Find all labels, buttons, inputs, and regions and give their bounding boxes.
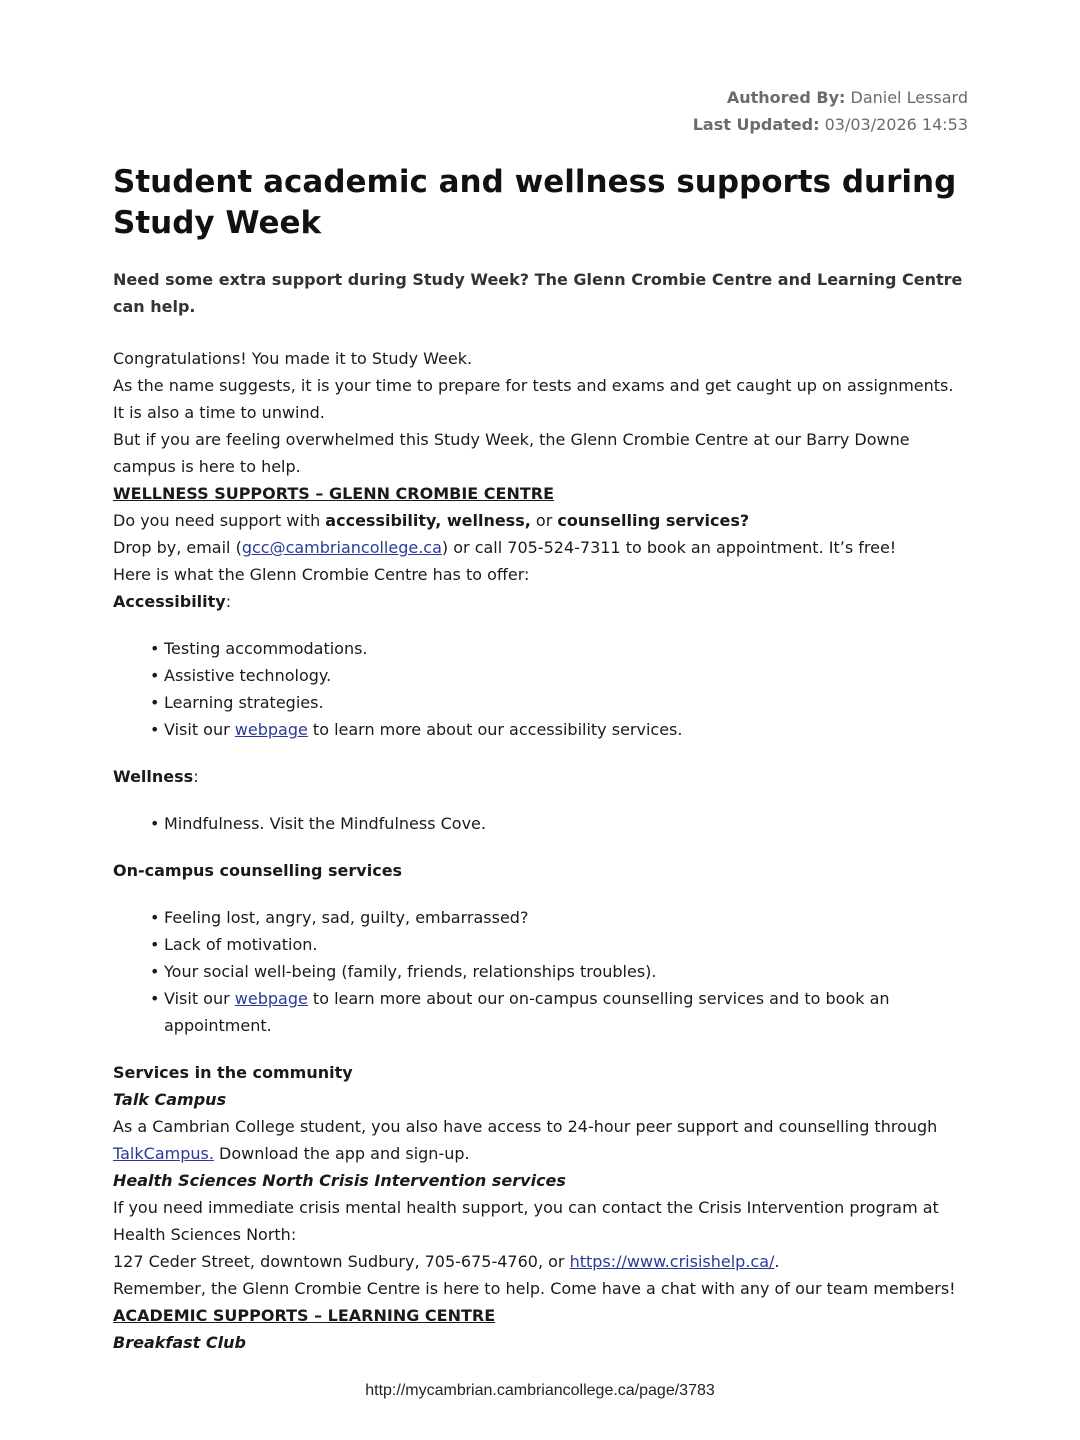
support-question — [113, 507, 968, 534]
author-name: Daniel Lessard — [850, 88, 968, 107]
contact-post: ) or call 705-524-7311 to book an appointment. It’s free! — [441, 538, 897, 557]
list-item: • Lack of motivation. — [150, 931, 968, 958]
counselling-heading-text: On-campus counselling services — [113, 861, 403, 880]
intro-line-2: As the name suggests, it is your time to prepare for tests and exams and get caught up on assignments. — [113, 376, 954, 395]
author-line — [113, 84, 968, 111]
footer-url: http://mycambrian.cambriancollege.ca/page/3783 — [365, 1382, 715, 1399]
list-item — [150, 716, 968, 743]
email-link[interactable]: gcc@cambriancollege.ca — [241, 538, 442, 557]
offer-line: Here is what the Glenn Crombie Centre has to offer: — [113, 565, 530, 584]
counselling-list — [113, 904, 968, 1039]
talkcampus-link[interactable]: TalkCampus. — [113, 1144, 214, 1163]
updated-label: Last Updated: — [692, 115, 820, 134]
remember-line: Remember, the Glenn Crombie Centre is here to help. Come have a chat with any of our team members! — [113, 1279, 956, 1298]
document-page — [113, 84, 968, 1356]
talk-campus-pre: As a Cambrian College student, you also have access to 24-hour peer support and counselling through — [113, 1117, 938, 1136]
hsn-text: If you need immediate crisis mental health support, you can contact the Crisis Intervention program at Health Sciences North: — [113, 1198, 939, 1244]
counselling-heading — [113, 857, 968, 884]
community-heading-text: Services in the community — [113, 1063, 353, 1082]
contact-pre: Drop by, email ( — [113, 538, 242, 557]
accessibility-visit-pre: Visit our — [164, 720, 235, 739]
accessibility-list — [113, 635, 968, 743]
breakfast-club-heading: Breakfast Club — [113, 1333, 246, 1352]
counselling-webpage-link[interactable]: webpage — [234, 989, 308, 1008]
wellness-heading — [113, 763, 968, 790]
document-meta — [113, 84, 968, 138]
author-label: Authored By: — [726, 88, 846, 107]
list-item: • Learning strategies. — [150, 689, 968, 716]
accessibility-colon: : — [225, 592, 232, 611]
academic-supports-heading: ACADEMIC SUPPORTS – LEARNING CENTRE — [113, 1306, 496, 1325]
talk-campus-text — [113, 1113, 968, 1167]
crisishelp-link[interactable]: https://www.crisishelp.ca/ — [569, 1252, 775, 1271]
page-title: Student academic and wellness supports during Study Week — [113, 164, 957, 241]
support-question-pre: Do you need support with — [113, 511, 326, 530]
accessibility-heading-text: Accessibility — [113, 592, 226, 611]
hsn-address-post: . — [774, 1252, 780, 1271]
list-item — [150, 985, 968, 1039]
accessibility-heading — [113, 588, 968, 615]
updated-date: 03/03/2026 14:53 — [824, 115, 968, 134]
wellness-list — [113, 810, 968, 837]
support-question-bold-1: accessibility, wellness, — [325, 511, 531, 530]
hsn-address-pre: 127 Ceder Street, downtown Sudbury, 705-675-4760, or — [113, 1252, 570, 1271]
accessibility-webpage-link[interactable]: webpage — [234, 720, 308, 739]
support-question-mid: or — [530, 511, 558, 530]
intro-line-4: But if you are feeling overwhelmed this Study Week, the Glenn Crombie Centre at our Barry Downe campus is here to help. — [113, 430, 910, 476]
counselling-visit-pre: Visit our — [164, 989, 235, 1008]
wellness-heading-text: Wellness — [113, 767, 194, 786]
contact-line — [113, 534, 968, 561]
talk-campus-heading: Talk Campus — [113, 1090, 227, 1109]
counselling-visit-post: to learn more about our on-campus counselling services and to book an appointment. — [164, 989, 890, 1035]
list-item: • Assistive technology. — [150, 662, 968, 689]
list-item: • Feeling lost, angry, sad, guilty, embarrassed? — [150, 904, 968, 931]
intro-line-1: Congratulations! You made it to Study Week. — [113, 349, 473, 368]
community-heading — [113, 1059, 968, 1086]
support-question-bold-2: counselling services? — [557, 511, 750, 530]
article-body — [113, 345, 968, 1356]
list-item: • Mindfulness. Visit the Mindfulness Cove. — [150, 810, 968, 837]
talk-campus-post: Download the app and sign-up. — [213, 1144, 470, 1163]
accessibility-visit-post: to learn more about our accessibility services. — [307, 720, 683, 739]
wellness-supports-heading: WELLNESS SUPPORTS – GLENN CROMBIE CENTRE — [113, 484, 555, 503]
wellness-colon: : — [193, 767, 199, 786]
hsn-address — [113, 1248, 968, 1275]
list-item: • Testing accommodations. — [150, 635, 968, 662]
list-item: • Your social well-being (family, friends, relationships troubles). — [150, 958, 968, 985]
lead-paragraph: Need some extra support during Study Week? The Glenn Crombie Centre and Learning Centre can help. — [113, 270, 963, 316]
updated-line — [113, 111, 968, 138]
hsn-heading: Health Sciences North Crisis Intervention services — [113, 1171, 566, 1190]
intro-line-3: It is also a time to unwind. — [113, 403, 325, 422]
